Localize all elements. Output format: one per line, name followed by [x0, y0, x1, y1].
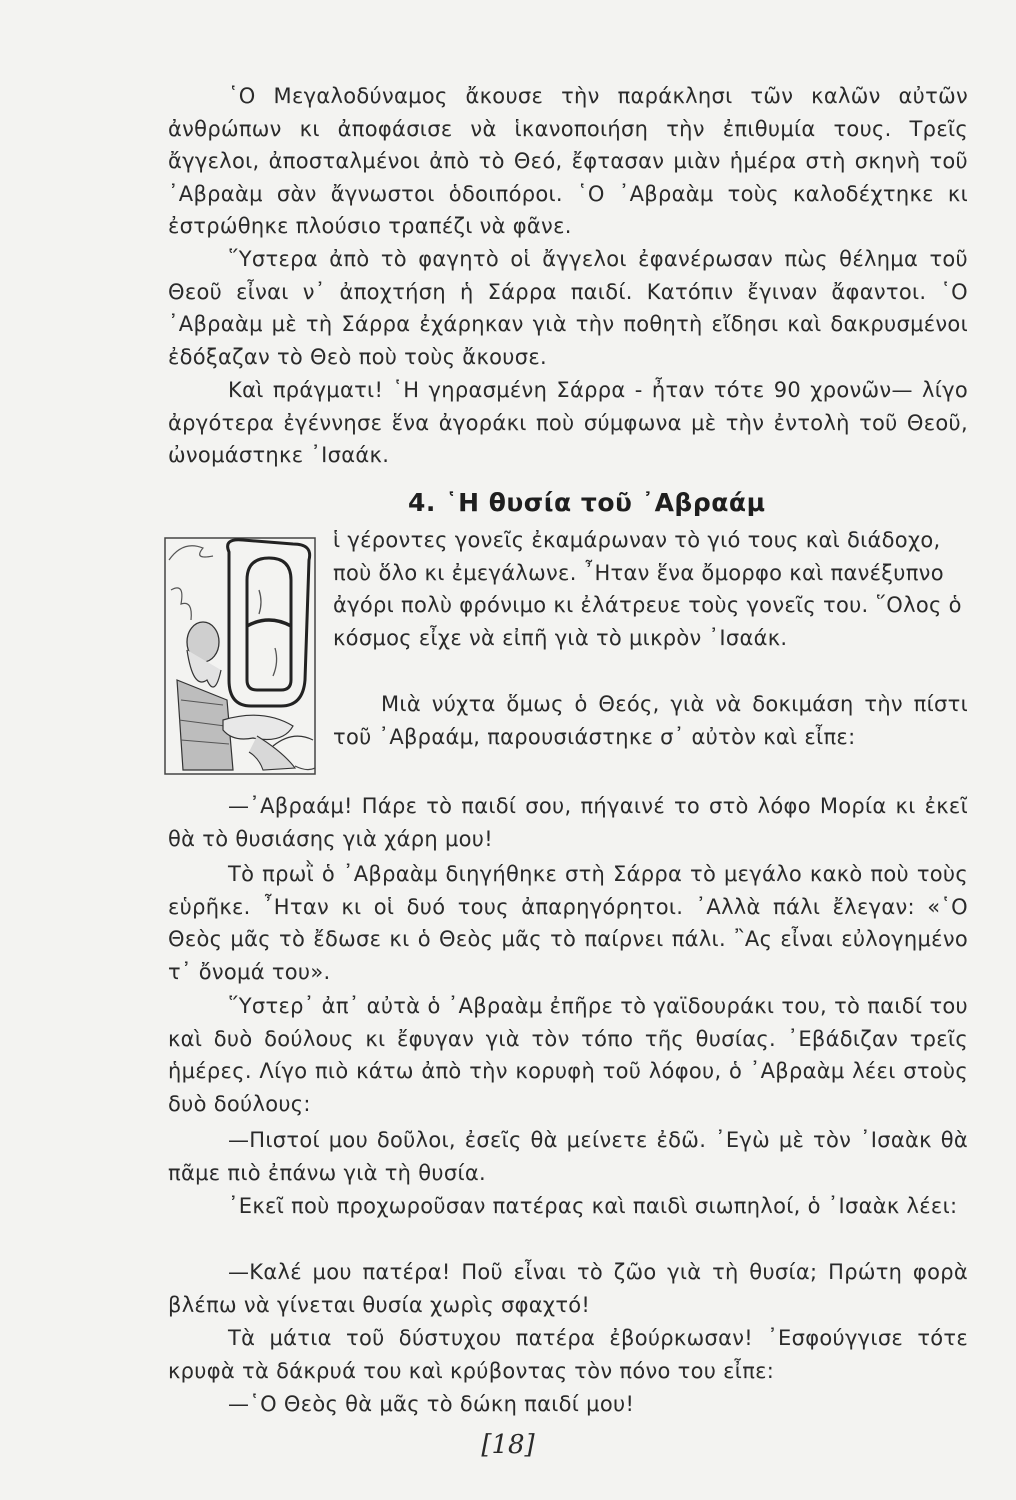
paragraph-father-tears: Τὰ μάτια τοῦ δύστυχου πατέρα ἐβούρκωσαν! ᾿Εσφούγγισε τότε κρυφὰ τὰ δάκρυά του καὶ κρύβοντας τὸν πόνο του εἶπε: [168, 1326, 968, 1383]
paragraph-isaac-asks: ᾿Εκεῖ ποὺ προχωροῦσαν πατέρας καὶ παιδὶ σιωπηλοί, ὁ ᾿Ισαὰκ λέει: [228, 1194, 958, 1218]
drop-cap-illustration [163, 530, 323, 780]
paragraph-journey: ῞Υστερ᾿ ἀπ᾿ αὐτὰ ὁ ᾿Αβραὰμ ἐπῆρε τὸ γαϊδουράκι του, τὸ παιδί του καὶ δυὸ δούλους κι ἔφυγαν γιὰ τὸν τόπο τῆς θυσίας. ᾿Εβάδιζαν τρεῖς ἡμέρες. Λίγο πιὸ κάτω ἀπὸ τὴν κορυφὴ τοῦ λόφου, ὁ ᾿Αβραὰμ λέει στοὺς δυὸ δούλους: [168, 994, 968, 1116]
paragraph-morning-sorrow: Τὸ πρωῒ ὁ ᾿Αβραὰμ διηγήθηκε στὴ Σάρρα τὸ μεγάλο κακὸ ποὺ τοὺς εὑρῆκε. ῏Ηταν κι οἱ δυό τους ἀπαρηγόρητοι. ᾿Αλλὰ πάλι ἔλεγαν: «῾Ο Θεὸς μᾶς τὸ ἔδωσε κι ὁ Θεὸς μᾶς τὸ παίρνει πάλι. ῍Ας εἶναι εὐλογημένο τ᾿ ὄνομά του». [168, 862, 968, 984]
paragraph-god-will-provide: —῾Ο Θεὸς θὰ μᾶς τὸ δώκη παιδί μου! [228, 1392, 635, 1416]
paragraph-proud-parents: ἱ γέροντες γονεῖς ἐκαμάρωναν τὸ γιό τους καὶ διάδοχο, ποὺ ὅλο κι ἐμεγάλωνε. ῏Ηταν ἕνα ὄμορφο καὶ πανέξυπνο ἀγόρι πολὺ φρόνιμο κι ἐλάτρευε τοὺς γονεῖς του. ῞Ολος ὁ κόσμος εἶχε νὰ εἰπῆ γιὰ τὸ μικρὸν ᾿Ισαάκ. [333, 528, 962, 650]
paragraph-servants-stay: —Πιστοί μου δοῦλοι, ἐσεῖς θὰ μείνετε ἐδῶ. ᾿Εγὼ μὲ τὸν ᾿Ισαὰκ θὰ πᾶμε πιὸ ἐπάνω γιὰ τὴ θυσία. [168, 1128, 968, 1185]
paragraph-isaac-birth: Καὶ πράγματι! ῾Η γηρασμένη Σάρρα - ἦταν τότε 90 χρονῶν— λίγο ἀργότερα ἐγέννησε ἕνα ἀγοράκι ποὺ σύμφωνα μὲ τὴν ἐντολὴ τοῦ Θεοῦ, ὠνομάστηκε ᾿Ισαάκ. [168, 378, 968, 468]
paragraph-angels-visit: ῾Ο Μεγαλοδύναμος ἄκουσε τὴν παράκλησι τῶν καλῶν αὐτῶν ἀνθρώπων κι ἀποφάσισε νὰ ἱκανοποιήση τὴν ἐπιθυμία τους. Τρεῖς ἄγγελοι, ἀποσταλμένοι ἀπὸ τὸ Θεό, ἔφτασαν μιὰν ἡμέρα στὴ σκηνὴ τοῦ ᾿Αβραὰμ σὰν ἄγνωστοι ὁδοιπόροι. ῾Ο ᾿Αβραὰμ τοὺς καλοδέχτηκε κι ἐστρώθηκε πλούσιο τραπέζι νὰ φᾶνε. [168, 84, 968, 239]
page-number: [18] [481, 1430, 535, 1460]
section-heading: 4. ῾Η θυσία τοῦ ᾿Αβραάμ [408, 488, 766, 517]
abraham-illustration-icon [163, 530, 323, 780]
paragraph-night-test: Μιὰ νύχτα ὅμως ὁ Θεός, γιὰ νὰ δοκιμάση τὴν πίστι τοῦ ᾿Αβραάμ, παρουσιάστηκε σ᾿ αὐτὸν καὶ εἶπε: [333, 692, 968, 749]
paragraph-god-command: —᾿Αβραάμ! Πάρε τὸ παιδί σου, πήγαινέ το στὸ λόφο Μορία κι ἐκεῖ θὰ τὸ θυσιάσης γιὰ χάρη μου! [168, 794, 968, 851]
paragraph-angels-reveal: ῞Υστερα ἀπὸ τὸ φαγητὸ οἱ ἄγγελοι ἐφανέρωσαν πὼς θέλημα τοῦ Θεοῦ εἶναι ν᾿ ἀποχτήση ἡ Σάρρα παιδί. Κατόπιν ἔγιναν ἄφαντοι. ῾Ο ᾿Αβραὰμ μὲ τὴ Σάρρα ἐχάρηκαν γιὰ τὴν ποθητὴ εἴδησι καὶ δακρυσμένοι ἐδόξαζαν τὸ Θεὸ ποὺ τοὺς ἄκουσε. [168, 247, 968, 369]
paragraph-where-is-lamb: —Καλέ μου πατέρα! Ποῦ εἶναι τὸ ζῶο γιὰ τὴ θυσία; Πρώτη φορὰ βλέπω νὰ γίνεται θυσία χωρὶς σφαχτό! [168, 1260, 968, 1317]
